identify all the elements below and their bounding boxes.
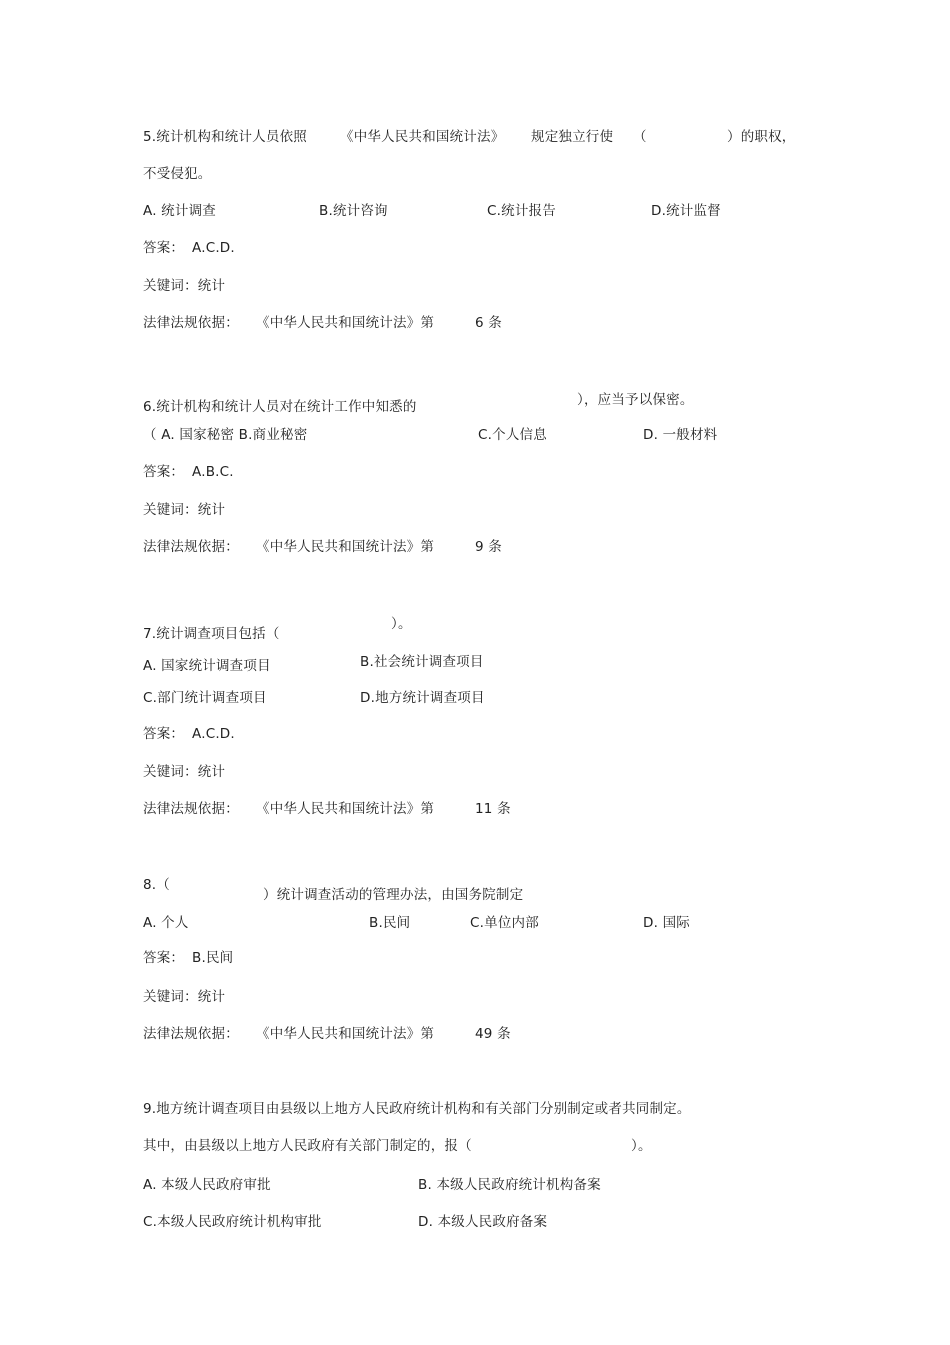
question-stem: 6.统计机构和统计人员对在统计工作中知悉的 bbox=[143, 399, 417, 415]
option-a: A. 国家统计调查项目 bbox=[143, 658, 271, 674]
law-article: 49 条 bbox=[475, 1026, 511, 1042]
question-stem: 不受侵犯。 bbox=[143, 166, 212, 182]
law-article: 11 条 bbox=[475, 801, 511, 817]
option-d: D.统计监督 bbox=[651, 203, 721, 219]
law-name: 《中华人民共和国统计法》第 bbox=[256, 539, 435, 555]
keyword: 关键词：统计 bbox=[143, 278, 226, 294]
law-label: 法律法规依据： bbox=[143, 1026, 239, 1042]
blank-open-paren: （ bbox=[633, 129, 647, 145]
option-d: D.地方统计调查项目 bbox=[360, 690, 485, 706]
question-stem: ）的职权， bbox=[727, 129, 796, 145]
option-a: A. 本级人民政府审批 bbox=[143, 1177, 271, 1193]
law-name: 《中华人民共和国统计法》第 bbox=[256, 315, 435, 331]
question-stem: 5.统计机构和统计人员依照 bbox=[143, 129, 307, 145]
option-c: C.单位内部 bbox=[470, 915, 539, 931]
question-stem: ）统计调查活动的管理办法，由国务院制定 bbox=[263, 887, 524, 903]
option-c: C.统计报告 bbox=[487, 203, 556, 219]
option-a: A. 统计调查 bbox=[143, 203, 216, 219]
question-stem: 其中，由县级以上地方人民政府有关部门制定的，报（ bbox=[143, 1138, 472, 1154]
option-b: B. 本级人民政府统计机构备案 bbox=[418, 1177, 601, 1193]
question-stem: 7.统计调查项目包括（ bbox=[143, 626, 280, 642]
option-d: D. 本级人民政府备案 bbox=[418, 1214, 548, 1230]
option-b: B.统计咨询 bbox=[319, 203, 388, 219]
option-d: D. 一般材料 bbox=[643, 427, 718, 443]
option-d: D. 国际 bbox=[643, 915, 690, 931]
law-title: 《中华人民共和国统计法》 bbox=[340, 129, 505, 145]
answer-value: B.民间 bbox=[192, 950, 234, 966]
law-label: 法律法规依据： bbox=[143, 539, 239, 555]
option-a: A. 个人 bbox=[143, 915, 189, 931]
option-c: C.个人信息 bbox=[478, 427, 547, 443]
question-stem: ），应当予以保密。 bbox=[577, 392, 694, 408]
question-stem: （ A. 国家秘密 B.商业秘密 bbox=[143, 427, 308, 443]
option-c: C.本级人民政府统计机构审批 bbox=[143, 1214, 322, 1230]
law-article: 9 条 bbox=[475, 539, 502, 555]
question-stem: ）。 bbox=[391, 616, 412, 632]
law-name: 《中华人民共和国统计法》第 bbox=[256, 801, 435, 817]
question-stem: 8.（ bbox=[143, 877, 170, 893]
keyword: 关键词：统计 bbox=[143, 989, 226, 1005]
answer-value: A.C.D. bbox=[192, 726, 235, 742]
law-name: 《中华人民共和国统计法》第 bbox=[256, 1026, 435, 1042]
answer-label: 答案： bbox=[143, 950, 185, 966]
question-stem: ）。 bbox=[631, 1138, 652, 1154]
question-stem: 规定独立行使 bbox=[531, 129, 614, 145]
option-c: C.部门统计调查项目 bbox=[143, 690, 267, 706]
law-article: 6 条 bbox=[475, 315, 502, 331]
answer-value: A.C.D. bbox=[192, 240, 235, 256]
option-b: B.民间 bbox=[369, 915, 411, 931]
answer-label: 答案： bbox=[143, 464, 185, 480]
option-b: B.社会统计调查项目 bbox=[360, 654, 484, 670]
answer-value: A.B.C. bbox=[192, 464, 234, 480]
law-label: 法律法规依据： bbox=[143, 315, 239, 331]
keyword: 关键词：统计 bbox=[143, 502, 226, 518]
question-stem: 9.地方统计调查项目由县级以上地方人民政府统计机构和有关部门分别制定或者共同制定。 bbox=[143, 1101, 691, 1117]
keyword: 关键词：统计 bbox=[143, 764, 226, 780]
answer-label: 答案： bbox=[143, 726, 185, 742]
law-label: 法律法规依据： bbox=[143, 801, 239, 817]
answer-label: 答案： bbox=[143, 240, 185, 256]
